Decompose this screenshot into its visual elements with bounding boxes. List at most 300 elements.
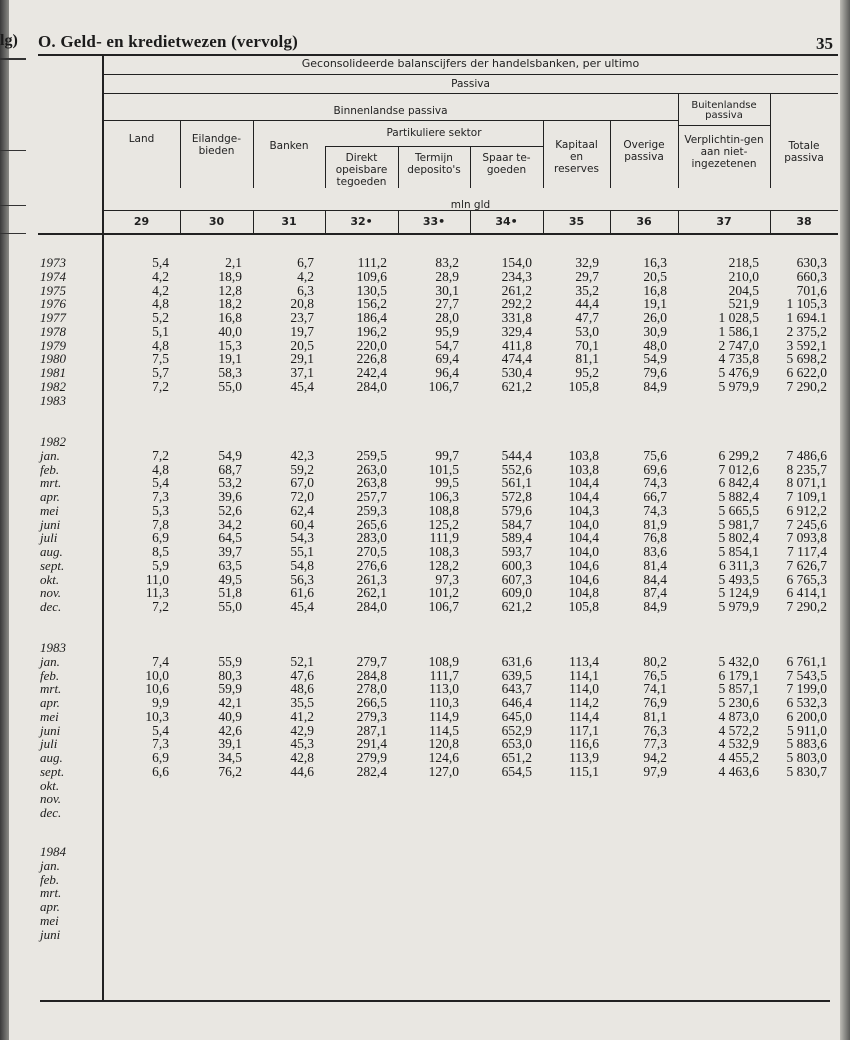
month-label: mei	[40, 708, 59, 724]
table-cell-totale-passiva: 6 414,1	[786, 585, 827, 601]
table-cell-verplichtingen-niet-ingezetenen: 6 179,1	[718, 667, 759, 683]
table-cell-termijn-deposito: 113,0	[429, 681, 459, 697]
table-cell-overige-passiva: 83,6	[643, 544, 667, 559]
table-cell-eilandgebieden: 2,1	[225, 255, 242, 270]
table-cell-direkt-opeisbare: 284,0	[356, 378, 387, 394]
column-divider	[610, 120, 611, 188]
table-cell-eilandgebieden: 63,5	[218, 557, 242, 573]
month-label: jan.	[40, 447, 60, 463]
rule	[678, 125, 770, 126]
table-cell-verplichtingen-niet-ingezetenen: 521,9	[728, 296, 759, 312]
table-cell-spaartegoeden: 234,3	[501, 268, 532, 284]
table-cell-termijn-deposito: 111,7	[429, 667, 459, 683]
table-cell-spaartegoeden: 639,5	[501, 667, 532, 683]
table-cell-land: 4,2	[152, 282, 169, 298]
table-cell-eilandgebieden: 18,9	[218, 268, 242, 284]
table-title: Geconsolideerde balanscijfers der handelsbanken, per ultimo	[301, 57, 640, 70]
table-cell-overige-passiva: 80,2	[643, 653, 667, 669]
table-cell-totale-passiva: 7 486,6	[786, 447, 827, 463]
table-cell-termijn-deposito: 108,3	[428, 544, 459, 559]
table-cell-direkt-opeisbare: 262,1	[356, 585, 387, 601]
table-cell-spaartegoeden: 530,4	[501, 365, 532, 380]
table-cell-termijn-deposito: 124,6	[428, 750, 459, 765]
month-label: sept.	[40, 763, 65, 779]
table-cell-overige-passiva: 74,3	[643, 502, 667, 518]
table-cell-kapitaal-reserves: 103,8	[568, 447, 599, 463]
table-cell-land: 5,1	[152, 323, 169, 339]
table-cell-spaartegoeden: 572,8	[501, 489, 532, 504]
table-cell-kapitaal-reserves: 114,1	[569, 667, 599, 683]
table-cell-banken: 35,5	[290, 695, 314, 710]
table-cell-termijn-deposito: 30,1	[435, 282, 459, 298]
table-cell-banken: 55,1	[290, 544, 314, 559]
table-cell-direkt-opeisbare: 111,2	[357, 255, 387, 270]
table-cell-overige-passiva: 19,1	[643, 296, 667, 312]
table-cell-termijn-deposito: 106,7	[428, 378, 459, 394]
table-cell-verplichtingen-niet-ingezetenen: 6 299,2	[718, 447, 759, 463]
table-cell-termijn-deposito: 27,7	[435, 296, 459, 312]
table-cell-banken: 4,2	[297, 268, 314, 284]
month-label: juni	[40, 722, 61, 738]
table-cell-banken: 45,4	[290, 378, 314, 394]
table-cell-spaartegoeden: 411,8	[502, 337, 532, 353]
month-label: apr.	[40, 899, 60, 914]
table-cell-direkt-opeisbare: 259,3	[356, 502, 387, 518]
table-cell-kapitaal-reserves: 104,0	[568, 544, 599, 559]
table-cell-eilandgebieden: 16,8	[218, 310, 242, 325]
table-cell-banken: 42,8	[290, 750, 314, 765]
table-cell-totale-passiva: 6 761,1	[786, 653, 827, 669]
table-cell-verplichtingen-niet-ingezetenen: 5 476,9	[718, 365, 759, 380]
table-cell-spaartegoeden: 584,7	[501, 516, 532, 532]
table-cell-eilandgebieden: 19,1	[218, 351, 242, 367]
table-cell-termijn-deposito: 28,9	[435, 268, 459, 284]
table-cell-direkt-opeisbare: 196,2	[356, 323, 387, 339]
month-label: aug.	[40, 750, 63, 765]
table-cell-overige-passiva: 69,6	[643, 461, 667, 477]
table-cell-banken: 44,6	[290, 763, 314, 779]
month-label: apr.	[40, 489, 60, 504]
table-cell-spaartegoeden: 561,1	[501, 475, 532, 491]
table-cell-kapitaal-reserves: 115,1	[569, 763, 599, 779]
table-cell-spaartegoeden: 651,2	[501, 750, 532, 765]
previous-page-rule	[0, 58, 26, 60]
table-cell-direkt-opeisbare: 283,0	[356, 530, 387, 546]
rule	[325, 146, 543, 147]
table-cell-totale-passiva: 6 200,0	[786, 708, 827, 724]
table-cell-kapitaal-reserves: 104,3	[568, 502, 599, 518]
table-cell-overige-passiva: 97,9	[643, 763, 667, 779]
table-cell-overige-passiva: 87,4	[643, 585, 667, 601]
year-label: 1981	[40, 365, 66, 380]
table-cell-overige-passiva: 20,5	[643, 268, 667, 284]
table-cell-direkt-opeisbare: 278,0	[356, 681, 387, 697]
column-header-eilandgebieden: Eilandge-bieden	[191, 133, 242, 157]
table-cell-verplichtingen-niet-ingezetenen: 4 463,6	[718, 763, 759, 779]
table-cell-land: 7,2	[152, 599, 169, 614]
table-cell-banken: 19,7	[290, 323, 314, 339]
table-cell-verplichtingen-niet-ingezetenen: 4 455,2	[718, 750, 759, 765]
table-cell-kapitaal-reserves: 117,1	[569, 722, 599, 738]
table-cell-totale-passiva: 2 375,2	[786, 323, 827, 339]
rule	[103, 93, 838, 94]
year-label: 1974	[40, 268, 66, 284]
column-header-banken: Banken	[269, 140, 309, 152]
month-label: nov.	[40, 585, 62, 601]
column-number: 31	[281, 215, 297, 228]
table-cell-kapitaal-reserves: 35,2	[575, 282, 599, 298]
year-label: 1982	[40, 378, 66, 394]
table-cell-overige-passiva: 66,7	[643, 489, 667, 504]
table-cell-banken: 6,3	[297, 282, 314, 298]
table-cell-eilandgebieden: 80,3	[218, 667, 242, 683]
table-cell-eilandgebieden: 52,6	[218, 502, 242, 518]
year-label: 1982	[40, 434, 66, 449]
table-cell-land: 9,9	[152, 695, 169, 710]
table-cell-verplichtingen-niet-ingezetenen: 5 124,9	[718, 585, 759, 601]
year-label: 1973	[40, 255, 66, 270]
table-cell-overige-passiva: 79,6	[643, 365, 667, 380]
table-cell-kapitaal-reserves: 116,6	[569, 736, 599, 752]
table-cell-termijn-deposito: 114,9	[429, 708, 459, 724]
table-cell-overige-passiva: 16,3	[643, 255, 667, 270]
column-number: 33•	[422, 215, 446, 228]
column-divider	[678, 125, 679, 188]
table-cell-kapitaal-reserves: 53,0	[575, 323, 599, 339]
table-cell-eilandgebieden: 53,2	[218, 475, 242, 491]
table-cell-direkt-opeisbare: 265,6	[356, 516, 387, 532]
column-divider	[543, 120, 544, 188]
table-cell-kapitaal-reserves: 105,8	[568, 599, 599, 614]
table-cell-eilandgebieden: 55,0	[218, 378, 242, 394]
table-cell-spaartegoeden: 154,0	[501, 255, 532, 270]
month-label: mei	[40, 912, 59, 928]
table-cell-land: 6,9	[152, 750, 169, 765]
page-number: 35	[816, 34, 833, 53]
table-cell-overige-passiva: 74,3	[643, 475, 667, 491]
table-cell-direkt-opeisbare: 287,1	[356, 722, 387, 738]
table-cell-kapitaal-reserves: 114,4	[569, 708, 599, 724]
table-cell-eilandgebieden: 42,1	[218, 695, 242, 710]
table-cell-spaartegoeden: 579,6	[501, 502, 532, 518]
table-cell-verplichtingen-niet-ingezetenen: 6 842,4	[718, 475, 759, 491]
table-cell-kapitaal-reserves: 104,6	[568, 571, 599, 587]
table-cell-verplichtingen-niet-ingezetenen: 5 979,9	[718, 378, 759, 394]
table-cell-totale-passiva: 5 883,6	[786, 736, 827, 752]
table-cell-verplichtingen-niet-ingezetenen: 5 432,0	[718, 653, 759, 669]
table-cell-overige-passiva: 77,3	[643, 736, 667, 752]
table-cell-land: 7,3	[152, 736, 169, 752]
table-cell-verplichtingen-niet-ingezetenen: 6 311,3	[719, 557, 759, 573]
table-cell-banken: 61,6	[290, 585, 314, 601]
table-cell-eilandgebieden: 34,5	[218, 750, 242, 765]
table-cell-direkt-opeisbare: 276,6	[356, 557, 387, 573]
table-cell-land: 7,4	[152, 653, 169, 669]
table-cell-eilandgebieden: 55,0	[218, 599, 242, 614]
table-cell-land: 10,6	[145, 681, 169, 697]
year-label: 1980	[40, 351, 66, 367]
table-cell-overige-passiva: 26,0	[643, 310, 667, 325]
table-cell-totale-passiva: 5 830,7	[786, 763, 827, 779]
table-cell-totale-passiva: 1 694.1	[786, 310, 827, 325]
column-header-termijn-deposito: Termijn deposito's	[407, 152, 461, 176]
table-cell-spaartegoeden: 552,6	[501, 461, 532, 477]
month-label: dec.	[40, 805, 62, 820]
table-cell-spaartegoeden: 589,4	[501, 530, 532, 546]
table-cell-spaartegoeden: 607,3	[501, 571, 532, 587]
table-cell-spaartegoeden: 292,2	[501, 296, 532, 312]
table-cell-kapitaal-reserves: 104,8	[568, 585, 599, 601]
table-cell-termijn-deposito: 106,7	[428, 599, 459, 614]
table-cell-banken: 48,6	[290, 681, 314, 697]
table-cell-direkt-opeisbare: 109,6	[356, 268, 387, 284]
year-label: 1979	[40, 337, 66, 353]
table-cell-totale-passiva: 7 117,4	[787, 544, 827, 559]
column-number: 34•	[495, 215, 518, 228]
table-cell-direkt-opeisbare: 279,7	[356, 653, 387, 669]
table-cell-land: 4,8	[152, 337, 169, 353]
month-label: juli	[40, 530, 58, 546]
table-cell-termijn-deposito: 101,5	[428, 461, 459, 477]
table-cell-land: 7,5	[152, 351, 169, 367]
table-cell-kapitaal-reserves: 113,9	[569, 750, 599, 765]
month-label: sept.	[40, 557, 65, 573]
table-cell-totale-passiva: 5 803,0	[786, 750, 827, 765]
table-cell-land: 5,7	[152, 365, 169, 380]
partikuliere-sektor-heading: Partikuliere sektor	[386, 127, 482, 139]
table-cell-totale-passiva: 8 071,1	[786, 475, 827, 491]
month-label: mrt.	[40, 475, 62, 491]
table-cell-eilandgebieden: 39,1	[218, 736, 242, 752]
table-cell-direkt-opeisbare: 263,8	[356, 475, 387, 491]
page-title: O. Geld- en kredietwezen (vervolg)	[38, 32, 299, 51]
table-cell-totale-passiva: 7 199,0	[786, 681, 827, 697]
table-cell-banken: 45,3	[290, 736, 314, 752]
table-cell-direkt-opeisbare: 130,5	[356, 282, 387, 298]
table-cell-overige-passiva: 76,3	[643, 722, 667, 738]
table-cell-banken: 29,1	[290, 351, 314, 367]
table-cell-verplichtingen-niet-ingezetenen: 5 665,5	[718, 502, 759, 518]
table-cell-kapitaal-reserves: 32,9	[575, 255, 599, 270]
table-cell-direkt-opeisbare: 220,0	[356, 337, 387, 353]
table-cell-direkt-opeisbare: 270,5	[356, 544, 387, 559]
table-cell-kapitaal-reserves: 104,0	[568, 516, 599, 532]
table-cell-spaartegoeden: 329,4	[501, 323, 532, 339]
table-cell-verplichtingen-niet-ingezetenen: 4 735,8	[718, 351, 759, 367]
table-cell-totale-passiva: 701,6	[796, 282, 827, 298]
column-number: 30	[208, 215, 225, 228]
rule	[103, 74, 838, 75]
table-cell-termijn-deposito: 83,2	[435, 255, 459, 270]
table-cell-spaartegoeden: 331,8	[501, 310, 532, 325]
table-cell-termijn-deposito: 128,2	[428, 557, 459, 573]
table-cell-overige-passiva: 30,9	[643, 323, 667, 339]
table-cell-eilandgebieden: 12,8	[218, 282, 242, 298]
table-cell-termijn-deposito: 99,5	[435, 475, 459, 491]
table-cell-banken: 20,8	[290, 296, 314, 312]
table-cell-spaartegoeden: 544,4	[501, 447, 532, 463]
table-cell-spaartegoeden: 609,0	[501, 585, 532, 601]
table-cell-banken: 45,4	[290, 599, 314, 614]
table-cell-eilandgebieden: 42,6	[218, 722, 242, 738]
month-label: juni	[40, 516, 61, 532]
year-label: 1983	[40, 640, 66, 655]
table-cell-land: 7,8	[152, 516, 169, 532]
table-cell-land: 10,0	[145, 667, 169, 683]
table-cell-totale-passiva: 7 245,6	[786, 516, 827, 532]
table-cell-termijn-deposito: 101,2	[428, 585, 459, 601]
table-cell-banken: 56,3	[290, 571, 314, 587]
table-cell-termijn-deposito: 125,2	[428, 516, 459, 532]
table-cell-verplichtingen-niet-ingezetenen: 2 747,0	[718, 337, 759, 353]
table-cell-direkt-opeisbare: 226,8	[356, 351, 387, 367]
table-cell-banken: 37,1	[290, 365, 314, 380]
column-header-land: Land	[128, 133, 155, 145]
month-label: feb.	[40, 667, 60, 683]
table-cell-kapitaal-reserves: 114,0	[569, 681, 599, 697]
column-divider	[770, 93, 771, 188]
table-cell-spaartegoeden: 474,4	[501, 351, 532, 367]
table-cell-eilandgebieden: 55,9	[218, 653, 242, 669]
table-cell-eilandgebieden: 64,5	[218, 530, 242, 546]
column-divider	[253, 120, 254, 188]
month-label: juni	[40, 926, 61, 942]
month-label: mei	[40, 502, 59, 518]
table-cell-totale-passiva: 7 290,2	[786, 599, 827, 614]
table-cell-direkt-opeisbare: 284,8	[356, 667, 387, 683]
column-number: 29	[133, 215, 150, 228]
table-cell-termijn-deposito: 106,3	[428, 489, 459, 504]
table-cell-termijn-deposito: 97,3	[435, 571, 459, 587]
table-cell-banken: 62,4	[290, 502, 314, 518]
table-cell-land: 5,2	[152, 310, 169, 325]
column-divider	[470, 146, 471, 188]
table-cell-kapitaal-reserves: 47,7	[575, 310, 599, 325]
month-label: okt.	[40, 571, 60, 587]
table-cell-kapitaal-reserves: 104,4	[568, 489, 599, 504]
table-cell-land: 6,6	[152, 763, 169, 779]
table-cell-kapitaal-reserves: 95,2	[575, 365, 599, 380]
month-label: aug.	[40, 544, 63, 559]
table-cell-termijn-deposito: 69,4	[435, 351, 459, 367]
year-label: 1977	[40, 310, 66, 325]
table-cell-overige-passiva: 74,1	[643, 681, 667, 697]
table-cell-kapitaal-reserves: 104,4	[568, 475, 599, 491]
table-cell-totale-passiva: 7 543,5	[786, 667, 827, 683]
table-cell-termijn-deposito: 127,0	[428, 763, 459, 779]
table-cell-termijn-deposito: 54,7	[435, 337, 459, 353]
table-cell-kapitaal-reserves: 114,2	[569, 695, 599, 710]
table-cell-eilandgebieden: 40,0	[218, 323, 242, 339]
table-cell-land: 10,3	[145, 708, 169, 724]
book-binding-shadow	[0, 0, 9, 1040]
table-cell-verplichtingen-niet-ingezetenen: 5 857,1	[718, 681, 759, 697]
table-cell-termijn-deposito: 111,9	[429, 530, 459, 546]
table-cell-land: 4,8	[152, 461, 169, 477]
header-bottom-rule	[38, 233, 838, 235]
previous-page-rule	[0, 233, 26, 234]
table-cell-overige-passiva: 76,5	[643, 667, 667, 683]
table-cell-verplichtingen-niet-ingezetenen: 7 012,6	[718, 461, 759, 477]
binnenlandse-passiva-heading: Binnenlandse passiva	[333, 105, 448, 117]
table-cell-banken: 72,0	[290, 489, 314, 504]
column-header-direkt-opeisbare: Direkt opeisbare tegoeden	[335, 152, 388, 188]
column-divider	[398, 146, 399, 188]
table-cell-banken: 54,8	[290, 557, 314, 573]
previous-page-rule	[0, 205, 26, 206]
table-cell-direkt-opeisbare: 284,0	[356, 599, 387, 614]
table-cell-banken: 59,2	[290, 461, 314, 477]
column-header-kapitaal-reserves: Kapitaal en reserves	[554, 139, 599, 175]
month-label: okt.	[40, 777, 60, 793]
table-cell-verplichtingen-niet-ingezetenen: 5 230,6	[718, 695, 759, 710]
month-label: feb.	[40, 461, 60, 477]
table-cell-kapitaal-reserves: 81,1	[575, 351, 599, 367]
table-cell-totale-passiva: 7 093,8	[786, 530, 827, 546]
table-cell-direkt-opeisbare: 291,4	[356, 736, 387, 752]
table-cell-spaartegoeden: 653,0	[501, 736, 532, 752]
table-cell-direkt-opeisbare: 257,7	[356, 489, 387, 504]
table-cell-verplichtingen-niet-ingezetenen: 5 802,4	[718, 530, 759, 546]
table-cell-termijn-deposito: 108,8	[428, 502, 459, 518]
table-cell-direkt-opeisbare: 266,5	[356, 695, 387, 710]
table-cell-eilandgebieden: 40,9	[218, 708, 242, 724]
table-cell-land: 5,4	[152, 475, 169, 491]
year-label: 1983	[40, 392, 66, 408]
table-cell-land: 5,3	[152, 502, 169, 518]
table-cell-banken: 52,1	[290, 653, 314, 669]
previous-page-fragment: lg)	[0, 32, 18, 49]
year-label: 1978	[40, 323, 66, 339]
table-cell-totale-passiva: 7 109,1	[786, 489, 827, 504]
table-cell-banken: 6,7	[297, 255, 314, 270]
table-cell-verplichtingen-niet-ingezetenen: 5 854,1	[718, 544, 759, 559]
table-cell-land: 7,2	[152, 447, 169, 463]
table-cell-eilandgebieden: 39,7	[218, 544, 242, 559]
table-cell-direkt-opeisbare: 242,4	[356, 365, 387, 380]
table-cell-verplichtingen-niet-ingezetenen: 4 873,0	[718, 708, 759, 724]
column-number: 37	[716, 215, 732, 228]
rule	[103, 120, 678, 121]
table-cell-totale-passiva: 5 911,0	[787, 722, 827, 738]
table-cell-overige-passiva: 16,8	[643, 282, 667, 298]
table-cell-kapitaal-reserves: 104,6	[568, 557, 599, 573]
year-label: 1984	[40, 844, 66, 859]
column-header-verplichtingen-niet-ingezetenen: Verplichtin-gen aan niet-ingezetenen	[684, 134, 764, 170]
table-cell-totale-passiva: 6 532,3	[786, 695, 827, 710]
passiva-heading: Passiva	[451, 78, 490, 90]
month-label: dec.	[40, 599, 62, 614]
column-number: 35	[568, 215, 585, 228]
table-cell-land: 6,9	[152, 530, 169, 546]
table-cell-overige-passiva: 54,9	[643, 351, 667, 367]
table-cell-land: 5,4	[152, 255, 169, 270]
page-edge	[840, 0, 850, 1040]
table-cell-land: 7,3	[152, 489, 169, 504]
table-cell-banken: 42,3	[290, 447, 314, 463]
table-cell-verplichtingen-niet-ingezetenen: 4 532,9	[718, 736, 759, 752]
table-cell-termijn-deposito: 120,8	[428, 736, 459, 752]
table-cell-land: 5,9	[152, 557, 169, 573]
table-cell-spaartegoeden: 645,0	[501, 708, 532, 724]
table-cell-verplichtingen-niet-ingezetenen: 1 028,5	[718, 310, 759, 325]
column-number: 32•	[350, 215, 373, 228]
year-label: 1975	[40, 282, 66, 298]
table-cell-direkt-opeisbare: 282,4	[356, 763, 387, 779]
table-bottom-rule	[40, 1000, 830, 1002]
table-cell-totale-passiva: 5 698,2	[786, 351, 827, 367]
table-cell-banken: 20,5	[290, 337, 314, 353]
